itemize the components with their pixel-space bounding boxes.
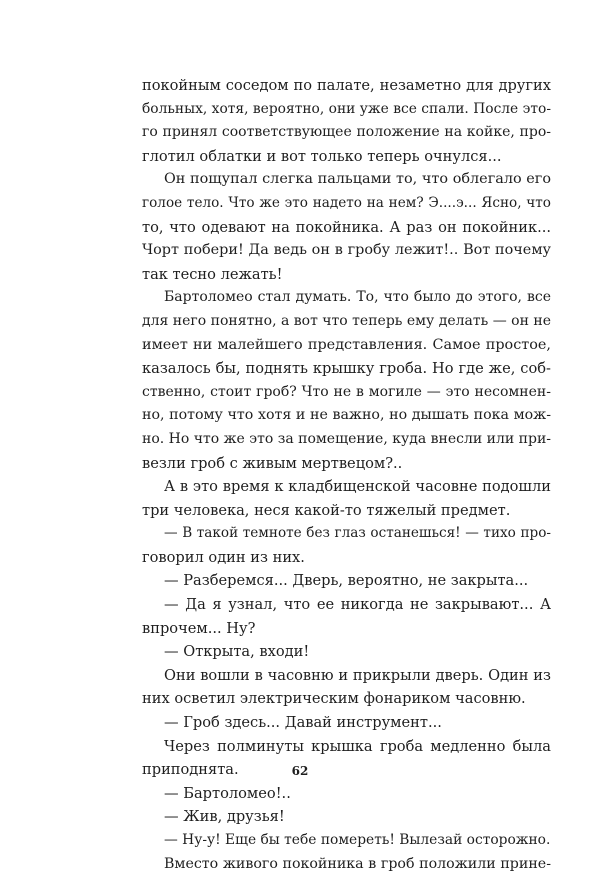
text-line: голое тело. Что же это надето на нем? Э....э... Ясно, что [142,194,551,211]
text-line: имеет ни малейшего представления. Самое простое, [142,336,551,353]
text-line: для него понятно, а вот что теперь ему делать — он не [142,312,551,329]
text-line: но, потому что хотя и не важно, но дышать пока мож- [142,407,551,424]
text-line: Они вошли в часовню и прикрыли дверь. Один из [164,666,551,684]
text-line: говорил один из них. [142,548,305,566]
text-line: — В такой темноте без глаз останешься! — тихо про- [164,525,551,542]
text-line: Через полминуты крышка гроба медленно была [164,737,551,755]
text-line: три человека, неся какой-то тяжелый предмет. [142,501,511,519]
text-line: глотил облатки и вот только теперь очнулся... [142,147,502,165]
text-line: то, что одевают на покойника. А раз он покойник... [142,218,551,236]
text-line: — Бартоломео!.. [164,784,291,802]
text-line: Вместо живого покойника в гроб положили прине- [164,855,551,872]
text-line: но. Но что же это за помещение, куда внесли или при- [142,430,552,447]
text-line: везли гроб с живым мертвецом?.. [142,454,403,472]
body-text [142,74,551,876]
text-line: них осветил электрическим фонариком часовню. [142,690,526,708]
page-number: 62 [291,764,309,778]
text-line: — Да я узнал, что ее никогда не закрывают... А [164,596,551,614]
text-line: — Ну-у! Еще бы тебе помереть! Вылезай осторожно. [164,832,551,848]
text-line: покойным соседом по палате, незаметно для других [142,77,551,94]
text-line: А в это время к кладбищенской часовне подошли [164,478,551,496]
text-line: больных, хотя, вероятно, они уже все спали. После это- [142,100,551,117]
text-line: казалось бы, поднять крышку гроба. Но где же, соб- [142,360,551,378]
text-line: — Разберемся... Дверь, вероятно, не закрыта... [164,572,529,590]
text-line: го принял соответствующее положение на койке, про- [142,124,551,141]
text-line: так тесно лежать! [142,265,283,283]
text-line: — Жив, друзья! [164,808,285,826]
text-line: — Открыта, входи! [164,643,310,661]
text-line: Он пощупал слегка пальцами то, что облегало его [164,171,551,188]
text-line: ственно, стоит гроб? Что не в могиле — это несомнен- [142,383,551,400]
text-line: Чорт побери! Да ведь он в гробу лежит!.. Вот почему [142,242,551,259]
text-line: Бартоломео стал думать. То, что было до этого, все [164,289,551,306]
text-line: — Гроб здесь... Давай инструмент... [164,714,442,732]
text-line: приподнята. [142,761,239,779]
text-line: впрочем... Ну? [142,619,256,637]
